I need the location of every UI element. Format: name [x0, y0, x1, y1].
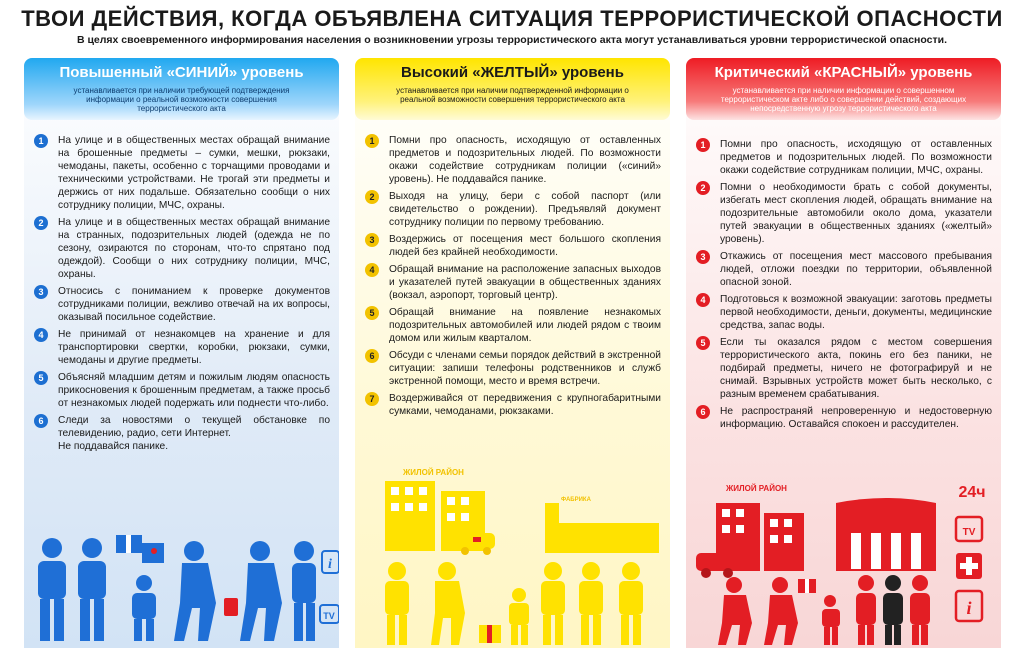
list-item [696, 181, 992, 246]
list-item [365, 349, 661, 388]
list-item-text: Откажись от посещения мест массового пребывания людей, отложи поездки по территории, объявленной опасной зоной. [720, 251, 992, 288]
yellow-level-title: Высокий «ЖЕЛТЫЙ» уровень [401, 64, 624, 81]
car-icon [455, 533, 495, 555]
blue-level-header [24, 58, 339, 120]
poster-subtitle: В целях своевременного информирования населения о возникновении угрозы террористического акта могут устанавливаться уровни террористической опасности. [76, 34, 948, 46]
list-item [365, 392, 661, 418]
district-label: ЖИЛОЙ РАЙОН [726, 484, 787, 493]
list-item [696, 250, 992, 289]
svg-text:TV: TV [323, 611, 335, 621]
list-item-text: Не распространяй непроверенную и недостоверную информацию. Оставайся спокоен и рассудителен. [720, 406, 992, 430]
number-badge: 6 [365, 349, 379, 363]
district-label: ЖИЛОЙ РАЙОН [403, 468, 464, 477]
list-item [696, 405, 992, 431]
list-item-text: Обсуди с членами семьи порядок действий в экстренной ситуации: запиши телефоны родственников и служб экстренной помощи, место и время встречи. [389, 350, 661, 387]
poster-title: ТВОИ ДЕЙСТВИЯ, КОГДА ОБЪЯВЛЕНА СИТУАЦИЯ ТЕРРОРИСТИЧЕСКОЙ ОПАСНОСТИ [21, 6, 1003, 31]
package-icon [798, 579, 816, 593]
yellow-city-illustration [355, 463, 670, 648]
number-badge: 2 [696, 181, 710, 195]
list-item-text: Относись с пониманием к проверке документов сотрудниками полиции, вежливо отвечай на их вопросы, оказывай посильное содействие. [58, 286, 330, 323]
package-icon [116, 535, 164, 563]
list-item [365, 190, 661, 229]
hours-label: 24ч [958, 484, 986, 501]
tv-icon [956, 517, 982, 541]
list-item-text: На улице и в общественных местах обращай внимание на брошенные предметы – сумки, мешки, рюкзаки, чемоданы, пакеты, особенно с торчащими проводами и техническими устройствами. Не трогай эти предметы и держись от них подальше. Обязательно сообщи о них сотруднику полиции, МЧС, охраны. [58, 135, 330, 211]
number-badge: 5 [34, 371, 48, 385]
buildings-icon [716, 498, 936, 571]
number-badge: 3 [34, 285, 48, 299]
yellow-level-header [355, 58, 670, 120]
factory-label: ФАБРИКА [561, 497, 591, 503]
list-item [365, 134, 661, 186]
info-icon [956, 591, 982, 621]
list-item-text: Объясняй младшим детям и пожилым людям опасность прикосновения к брошенным предметам, а также просьб от незнакомых людей подержать или поднести что-либо. [58, 372, 330, 409]
red-level-description: устанавливается при наличии информации о совершенном террористическом акте либо о совершении действий, создающих непосредственную угрозу террористического акта [720, 86, 967, 113]
number-badge: 3 [365, 233, 379, 247]
yellow-level-column [355, 58, 670, 648]
list-item-text: Обращай внимание на расположение запасных выходов и указателей путей эвакуации в общественных зданиях (вокзал, аэропорт, торговый центр). [389, 264, 661, 301]
number-badge: 2 [365, 190, 379, 204]
number-badge: 7 [365, 392, 379, 406]
red-level-title: Критический «КРАСНЫЙ» уровень [714, 64, 973, 81]
number-badge: 1 [365, 134, 379, 148]
list-item-text: Следи за новостями о текущей обстановке по телевидению, радио, сети Интернет. [58, 415, 330, 439]
blue-people-illustration [24, 513, 339, 648]
number-badge: 1 [34, 134, 48, 148]
list-item-text: Помни про опасность, исходящую от оставленных предметов и подозрительных людей. По возможности окажи содействие сотрудникам полиции («синий» уровень). Не поддавайся панике. [389, 135, 661, 185]
blue-level-title: Повышенный «СИНИЙ» уровень [59, 64, 304, 81]
list-item-text: Помни про опасность, исходящую от оставленных предметов и подозрительных людей. По возможности окажи содействие сотрудникам полиции, МЧС, охраны. [720, 139, 992, 176]
list-item-text: Подготовься к возможной эвакуации: заготовь предметы первой необходимости, деньги, документы, медицинские средства, запас воды. [720, 294, 992, 331]
number-badge: 5 [696, 336, 710, 350]
list-item-text: Если ты оказался рядом с местом совершения террористического акта, покинь его без паники, не подбирай предметы, ничего не фотографируй и не снимай. Взрывных устройств может быть несколько, с разным временем срабатывания. [720, 337, 992, 400]
number-badge: 1 [696, 138, 710, 152]
list-item [365, 233, 661, 259]
list-item [696, 336, 992, 401]
number-badge: 6 [34, 414, 48, 428]
tv-icon [320, 605, 339, 623]
red-level-column [686, 58, 1001, 648]
blue-actions-list [34, 134, 330, 457]
number-badge: 4 [696, 293, 710, 307]
people-icon [38, 538, 316, 641]
list-item-text: Не принимай от незнакомцев на хранение и для транспортировки свертки, коробки, рюкзаки, сумки, чемоданы и другие предметы. [58, 329, 330, 366]
list-item-text: Воздерживайся от передвижения с крупногабаритными сумками, чемоданами, рюкзаками. [389, 393, 661, 417]
list-item [365, 263, 661, 302]
list-item-extra: Не поддавайся панике. [58, 441, 169, 452]
list-item [34, 216, 330, 281]
blue-level-column [24, 58, 339, 648]
svg-text:TV: TV [962, 527, 976, 538]
package-icon [479, 625, 501, 643]
yellow-level-description: устанавливается при наличии подтвержденной информации о реальной возможности совершения террористического акта [396, 86, 629, 104]
svg-text:i: i [966, 598, 972, 618]
list-item [365, 306, 661, 345]
yellow-actions-list [365, 134, 661, 422]
number-badge: 4 [34, 328, 48, 342]
number-badge: 2 [34, 216, 48, 230]
people-icon [385, 562, 643, 645]
person-dark-icon [883, 575, 903, 645]
list-item [696, 293, 992, 332]
red-city-illustration [686, 483, 1001, 648]
red-actions-list [696, 138, 992, 435]
list-item [696, 138, 992, 177]
list-item [34, 371, 330, 410]
number-badge: 6 [696, 405, 710, 419]
number-badge: 5 [365, 306, 379, 320]
list-item-text: Воздержись от посещения мест большого скопления людей без крайней необходимости. [389, 234, 661, 258]
list-item [34, 414, 330, 440]
list-item-text: На улице и в общественных местах обращай внимание на странных, подозрительных людей (одежда не по сезону, озираются по сторонам, что-то спрятано под одеждой). Сообщи о них сотруднику полиции, МЧС, охраны. [58, 217, 330, 280]
list-item [34, 285, 330, 324]
blue-level-description: устанавливается при наличии требующей подтверждения информации о реальной возможности совершения террористического акта [73, 86, 290, 113]
list-item-text: Обращай внимание на появление незнакомых подозрительных автомобилей или людей рядом с твоим домом или жилым кварталом. [389, 307, 661, 344]
list-item-text: Помни о необходимости брать с собой документы, избегать мест скопления людей, обращать внимание на подозрительные автомобили около дома, указатели путей эвакуации в общественных зданиях («желтый» уровень). [720, 182, 992, 245]
car-icon [696, 553, 736, 578]
list-item [34, 328, 330, 367]
list-item-text: Выходя на улицу, бери с собой паспорт (или свидетельство о рождении). Предъявляй документ сотруднику полиции по первому требованию. [389, 191, 661, 228]
number-badge: 3 [696, 250, 710, 264]
info-icon [322, 551, 339, 573]
list-item [34, 134, 330, 212]
red-level-header [686, 58, 1001, 120]
first-aid-icon [956, 553, 982, 579]
number-badge: 4 [365, 263, 379, 277]
svg-text:i: i [328, 557, 332, 572]
bag-icon [224, 598, 238, 616]
